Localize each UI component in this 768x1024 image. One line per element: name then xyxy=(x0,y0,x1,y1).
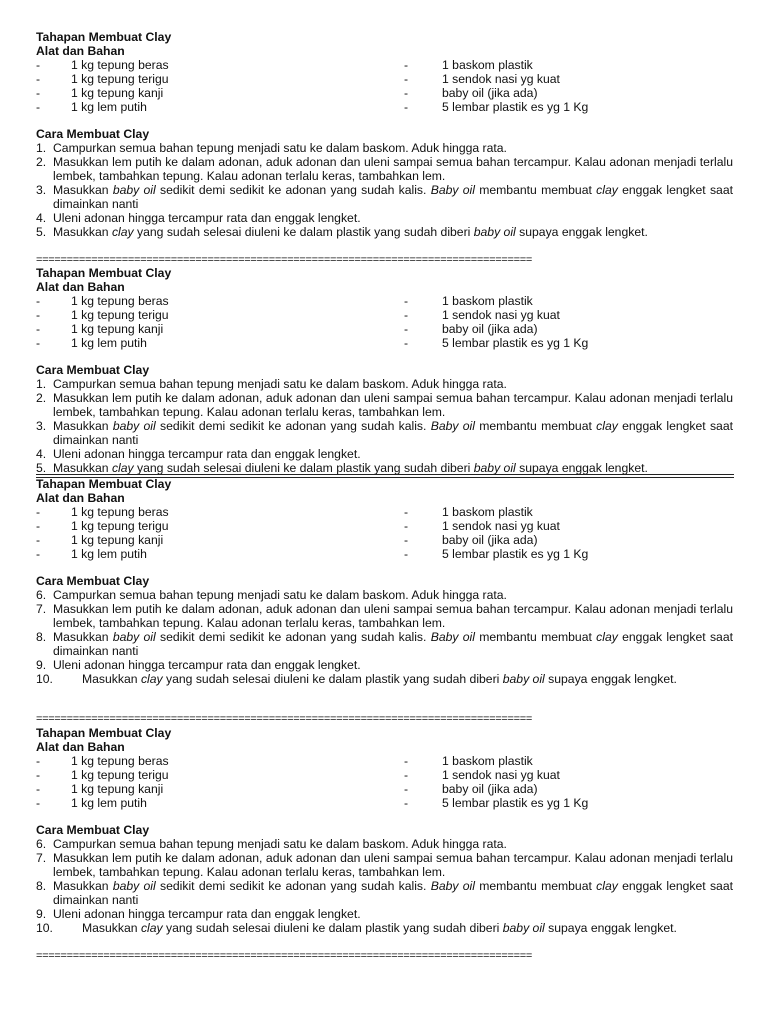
material-row xyxy=(0,754,768,768)
bullet-dash: - xyxy=(404,505,409,519)
material-row xyxy=(0,519,768,533)
material-item: 1 kg tepung beras xyxy=(71,754,169,768)
method-step xyxy=(0,588,768,602)
material-item: 1 kg lem putih xyxy=(71,547,147,561)
bullet-dash: - xyxy=(36,86,41,100)
materials-heading: Alat dan Bahan xyxy=(36,44,125,58)
bullet-dash: - xyxy=(36,505,41,519)
step-number: 10. xyxy=(36,672,53,686)
bullet-dash: - xyxy=(36,533,41,547)
bullet-dash: - xyxy=(404,796,409,810)
material-item: baby oil (jika ada) xyxy=(442,322,538,336)
step-number: 10. xyxy=(36,921,53,935)
step-number: 1. xyxy=(36,377,47,391)
material-row xyxy=(0,294,768,308)
material-item: 1 kg tepung kanji xyxy=(71,782,164,796)
material-row xyxy=(0,308,768,322)
step-number: 9. xyxy=(36,658,47,672)
step-number: 6. xyxy=(36,588,47,602)
material-row xyxy=(0,505,768,519)
step-text: Uleni adonan hingga tercampur rata dan enggak lengket. xyxy=(53,447,361,461)
bullet-dash: - xyxy=(36,796,41,810)
separator-line: ================================================================================= xyxy=(36,713,533,725)
bullet-dash: - xyxy=(404,533,409,547)
separator-line: ================================================================================= xyxy=(36,950,533,962)
step-text: Campurkan semua bahan tepung menjadi satu ke dalam baskom. Aduk hingga rata. xyxy=(53,141,507,155)
step-number: 3. xyxy=(36,183,47,197)
method-step xyxy=(0,183,768,211)
bullet-dash: - xyxy=(36,336,41,350)
method-heading: Cara Membuat Clay xyxy=(36,363,150,377)
step-number: 2. xyxy=(36,155,47,169)
step-text: Masukkan baby oil sedikit demi sedikit ke adonan yang sudah kalis. Baby oil membantu membuat clay enggak lengket saat dimainkan nanti xyxy=(53,419,733,447)
method-heading: Cara Membuat Clay xyxy=(36,574,150,588)
bullet-dash: - xyxy=(404,58,409,72)
material-row xyxy=(0,768,768,782)
bullet-dash: - xyxy=(36,547,41,561)
section-title: Tahapan Membuat Clay xyxy=(36,266,172,280)
step-text: Masukkan lem putih ke dalam adonan, aduk adonan dan uleni sampai semua bahan tercampur. Kalau adonan menjadi terlalu lembek, tambahkan tepung. Kalau adonan terlalu keras, tambahkan lem. xyxy=(53,602,733,630)
step-text: Masukkan clay yang sudah selesai diuleni ke dalam plastik yang sudah diberi baby oil supaya enggak lengket. xyxy=(53,225,648,239)
material-item: 5 lembar plastik es yg 1 Kg xyxy=(442,547,589,561)
step-number: 3. xyxy=(36,419,47,433)
material-item: 1 sendok nasi yg kuat xyxy=(442,768,560,782)
material-item: 1 kg lem putih xyxy=(71,336,147,350)
step-text: Uleni adonan hingga tercampur rata dan enggak lengket. xyxy=(53,907,361,921)
material-item: 1 baskom plastik xyxy=(442,58,533,72)
method-step xyxy=(0,879,768,907)
method-step xyxy=(0,391,768,419)
step-text: Masukkan clay yang sudah selesai diuleni ke dalam plastik yang sudah diberi baby oil supaya enggak lengket. xyxy=(82,921,677,935)
method-step xyxy=(0,921,768,949)
separator-line: ================================================================================= xyxy=(36,254,533,266)
step-text: Campurkan semua bahan tepung menjadi satu ke dalam baskom. Aduk hingga rata. xyxy=(53,588,507,602)
step-text: Campurkan semua bahan tepung menjadi satu ke dalam baskom. Aduk hingga rata. xyxy=(53,377,507,391)
step-number: 9. xyxy=(36,907,47,921)
material-row xyxy=(0,796,768,810)
materials-heading: Alat dan Bahan xyxy=(36,740,125,754)
method-step xyxy=(0,447,768,461)
step-number: 7. xyxy=(36,602,47,616)
material-item: 1 kg lem putih xyxy=(71,796,147,810)
step-text: Masukkan clay yang sudah selesai diuleni ke dalam plastik yang sudah diberi baby oil supaya enggak lengket. xyxy=(53,461,648,475)
step-number: 8. xyxy=(36,630,47,644)
step-number: 4. xyxy=(36,211,47,225)
step-number: 1. xyxy=(36,141,47,155)
step-text: Uleni adonan hingga tercampur rata dan enggak lengket. xyxy=(53,211,361,225)
bullet-dash: - xyxy=(36,294,41,308)
material-item: 1 kg tepung kanji xyxy=(71,533,164,547)
material-item: 1 baskom plastik xyxy=(442,754,533,768)
material-row xyxy=(0,322,768,336)
bullet-dash: - xyxy=(404,336,409,350)
step-number: 8. xyxy=(36,879,47,893)
material-item: 1 kg tepung beras xyxy=(71,58,169,72)
method-step xyxy=(0,851,768,879)
material-item: 1 sendok nasi yg kuat xyxy=(442,519,560,533)
material-row xyxy=(0,86,768,100)
method-step xyxy=(0,211,768,225)
material-row xyxy=(0,72,768,86)
method-step xyxy=(0,225,768,239)
step-text: Masukkan baby oil sedikit demi sedikit ke adonan yang sudah kalis. Baby oil membantu membuat clay enggak lengket saat dimainkan nanti xyxy=(53,183,733,211)
bullet-dash: - xyxy=(36,754,41,768)
bullet-dash: - xyxy=(404,519,409,533)
method-step xyxy=(0,461,768,475)
bullet-dash: - xyxy=(36,72,41,86)
material-row xyxy=(0,58,768,72)
method-step xyxy=(0,837,768,851)
method-heading: Cara Membuat Clay xyxy=(36,127,150,141)
step-number: 5. xyxy=(36,461,47,475)
material-item: baby oil (jika ada) xyxy=(442,782,538,796)
material-item: 1 kg tepung terigu xyxy=(71,72,169,86)
materials-heading: Alat dan Bahan xyxy=(36,280,125,294)
step-text: Masukkan clay yang sudah selesai diuleni ke dalam plastik yang sudah diberi baby oil supaya enggak lengket. xyxy=(82,672,677,686)
method-step xyxy=(0,141,768,155)
material-row xyxy=(0,782,768,796)
material-item: 1 kg tepung kanji xyxy=(71,322,164,336)
method-heading: Cara Membuat Clay xyxy=(36,823,150,837)
method-step xyxy=(0,155,768,183)
bullet-dash: - xyxy=(36,322,41,336)
bullet-dash: - xyxy=(404,86,409,100)
bullet-dash: - xyxy=(36,768,41,782)
bullet-dash: - xyxy=(404,322,409,336)
step-number: 5. xyxy=(36,225,47,239)
material-row xyxy=(0,100,768,114)
step-text: Masukkan lem putih ke dalam adonan, aduk adonan dan uleni sampai semua bahan tercampur. Kalau adonan menjadi terlalu lembek, tambahkan tepung. Kalau adonan terlalu keras, tambahkan lem. xyxy=(53,391,733,419)
bullet-dash: - xyxy=(36,100,41,114)
bullet-dash: - xyxy=(404,754,409,768)
material-item: 1 kg tepung kanji xyxy=(71,86,164,100)
material-item: 1 sendok nasi yg kuat xyxy=(442,308,560,322)
step-number: 6. xyxy=(36,837,47,851)
section-title: Tahapan Membuat Clay xyxy=(36,30,172,44)
bullet-dash: - xyxy=(36,308,41,322)
method-step xyxy=(0,419,768,447)
step-number: 2. xyxy=(36,391,47,405)
method-step xyxy=(0,907,768,921)
material-row xyxy=(0,336,768,350)
method-step xyxy=(0,658,768,672)
material-item: 1 sendok nasi yg kuat xyxy=(442,72,560,86)
bullet-dash: - xyxy=(36,519,41,533)
method-step xyxy=(0,377,768,391)
step-text: Uleni adonan hingga tercampur rata dan enggak lengket. xyxy=(53,658,361,672)
material-item: baby oil (jika ada) xyxy=(442,533,538,547)
bullet-dash: - xyxy=(404,72,409,86)
material-item: 5 lembar plastik es yg 1 Kg xyxy=(442,796,589,810)
materials-heading: Alat dan Bahan xyxy=(36,491,125,505)
section-title: Tahapan Membuat Clay xyxy=(36,726,172,740)
bullet-dash: - xyxy=(404,782,409,796)
material-item: 1 kg tepung beras xyxy=(71,294,169,308)
bullet-dash: - xyxy=(404,547,409,561)
method-step xyxy=(0,630,768,658)
bullet-dash: - xyxy=(36,58,41,72)
material-row xyxy=(0,533,768,547)
material-item: baby oil (jika ada) xyxy=(442,86,538,100)
material-item: 5 lembar plastik es yg 1 Kg xyxy=(442,336,589,350)
material-item: 1 baskom plastik xyxy=(442,505,533,519)
step-number: 4. xyxy=(36,447,47,461)
material-item: 1 kg tepung beras xyxy=(71,505,169,519)
bullet-dash: - xyxy=(36,782,41,796)
material-item: 1 kg tepung terigu xyxy=(71,308,169,322)
step-text: Campurkan semua bahan tepung menjadi satu ke dalam baskom. Aduk hingga rata. xyxy=(53,837,507,851)
material-item: 5 lembar plastik es yg 1 Kg xyxy=(442,100,589,114)
bullet-dash: - xyxy=(404,294,409,308)
step-text: Masukkan baby oil sedikit demi sedikit ke adonan yang sudah kalis. Baby oil membantu membuat clay enggak lengket saat dimainkan nanti xyxy=(53,630,733,658)
bullet-dash: - xyxy=(404,768,409,782)
method-step xyxy=(0,602,768,630)
section-title: Tahapan Membuat Clay xyxy=(36,477,172,491)
step-text: Masukkan lem putih ke dalam adonan, aduk adonan dan uleni sampai semua bahan tercampur. Kalau adonan menjadi terlalu lembek, tambahkan tepung. Kalau adonan terlalu keras, tambahkan lem. xyxy=(53,851,733,879)
material-row xyxy=(0,547,768,561)
material-item: 1 baskom plastik xyxy=(442,294,533,308)
material-item: 1 kg lem putih xyxy=(71,100,147,114)
bullet-dash: - xyxy=(404,100,409,114)
method-step xyxy=(0,672,768,700)
step-text: Masukkan baby oil sedikit demi sedikit ke adonan yang sudah kalis. Baby oil membantu membuat clay enggak lengket saat dimainkan nanti xyxy=(53,879,733,907)
step-number: 7. xyxy=(36,851,47,865)
bullet-dash: - xyxy=(404,308,409,322)
material-item: 1 kg tepung terigu xyxy=(71,519,169,533)
material-item: 1 kg tepung terigu xyxy=(71,768,169,782)
step-text: Masukkan lem putih ke dalam adonan, aduk adonan dan uleni sampai semua bahan tercampur. Kalau adonan menjadi terlalu lembek, tambahkan tepung. Kalau adonan terlalu keras, tambahkan lem. xyxy=(53,155,733,183)
